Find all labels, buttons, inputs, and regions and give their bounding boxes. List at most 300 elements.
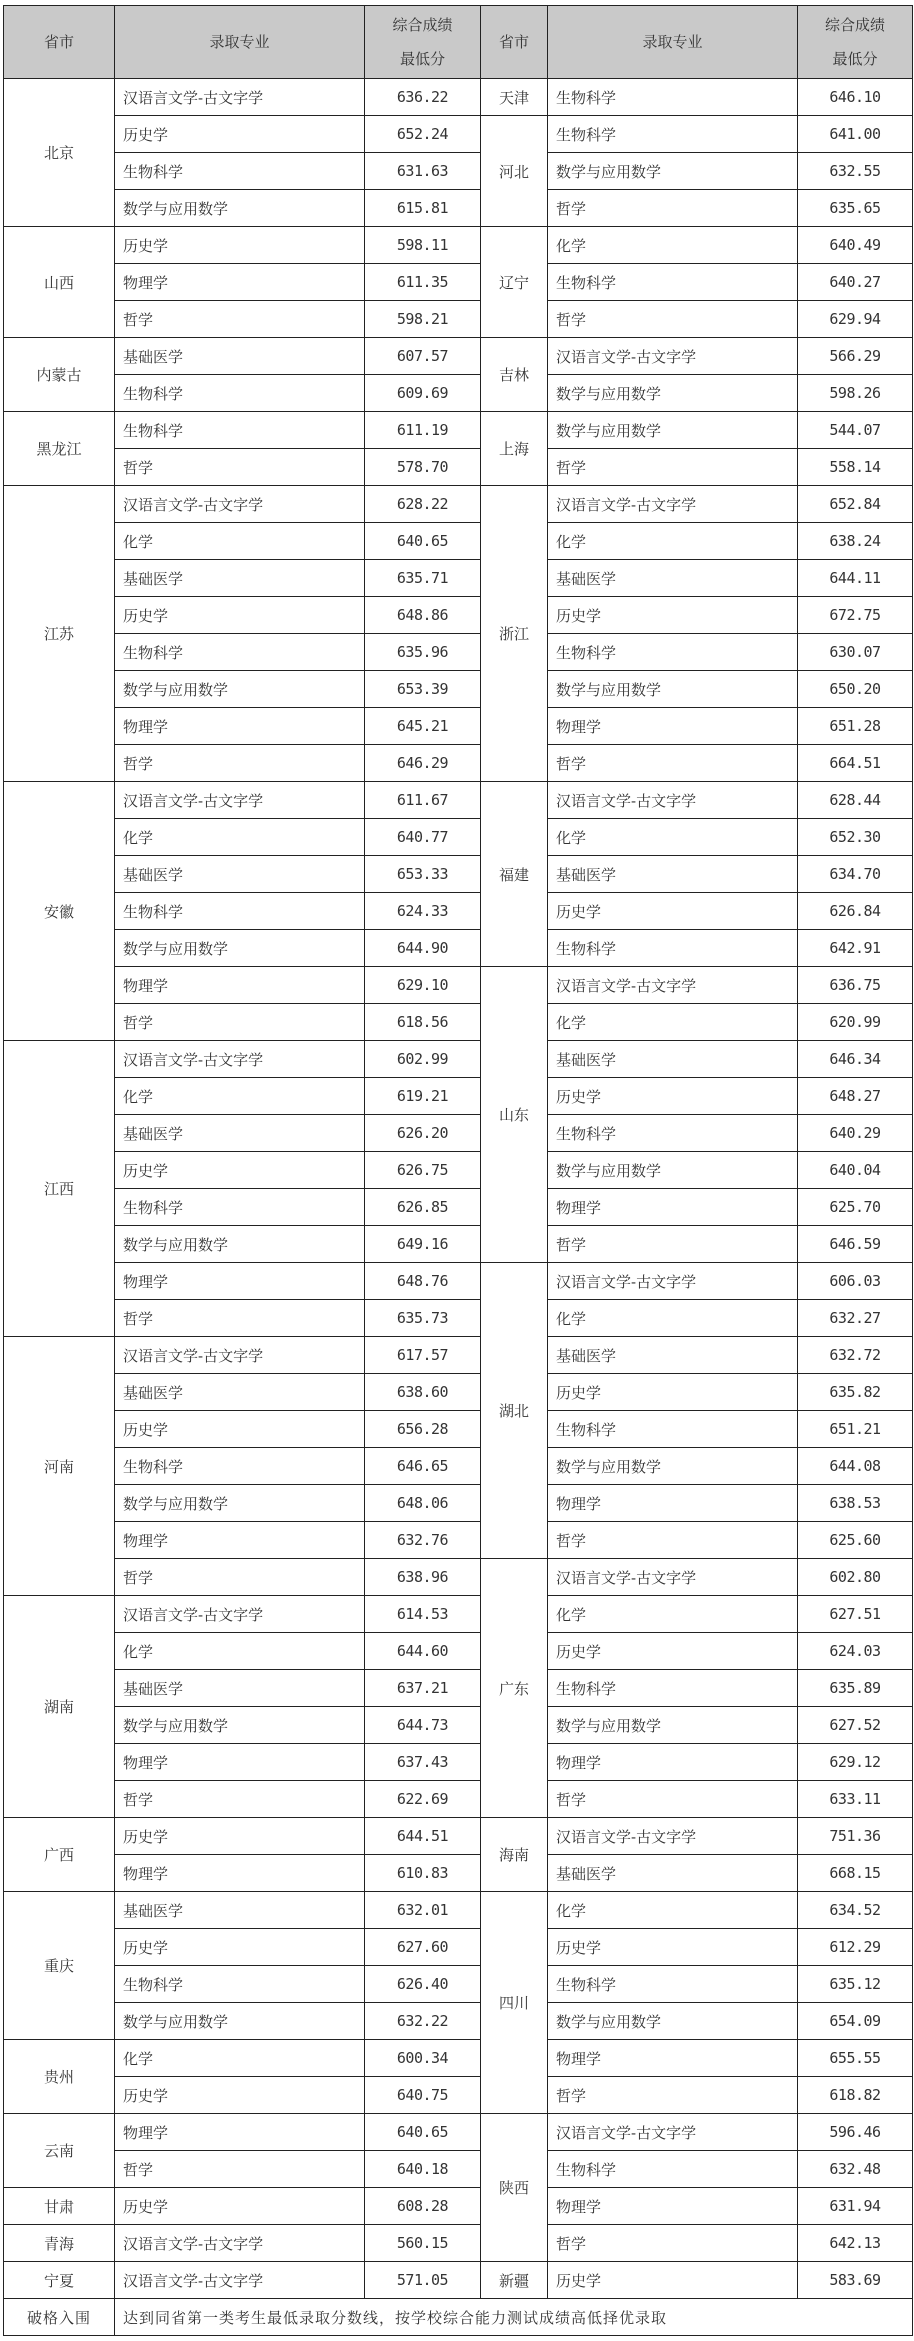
score-cell-right: 612.29 xyxy=(798,1929,913,1966)
score-cell-right: 655.55 xyxy=(798,2040,913,2077)
major-cell-left: 生物科学 xyxy=(115,153,365,190)
table-row xyxy=(4,2003,913,2040)
table-row xyxy=(4,856,913,893)
major-cell-right: 物理学 xyxy=(548,1485,798,1522)
province-cell-right: 湖北 xyxy=(481,1263,548,1559)
major-cell-left: 基础医学 xyxy=(115,1670,365,1707)
major-cell-left: 历史学 xyxy=(115,597,365,634)
province-cell-right: 新疆 xyxy=(481,2262,548,2299)
score-cell-right: 654.09 xyxy=(798,2003,913,2040)
major-cell-right: 数学与应用数学 xyxy=(548,1448,798,1485)
major-cell-right: 生物科学 xyxy=(548,1670,798,1707)
table-row xyxy=(4,560,913,597)
score-cell-left: 635.71 xyxy=(365,560,481,597)
table-row xyxy=(4,634,913,671)
score-cell-left: 624.33 xyxy=(365,893,481,930)
header-score-right xyxy=(798,6,913,79)
table-row xyxy=(4,1448,913,1485)
province-cell-left: 江西 xyxy=(4,1041,115,1337)
province-cell-left: 重庆 xyxy=(4,1892,115,2040)
table-row xyxy=(4,523,913,560)
score-cell-left: 615.81 xyxy=(365,190,481,227)
major-cell-left: 数学与应用数学 xyxy=(115,1707,365,1744)
score-cell-right: 668.15 xyxy=(798,1855,913,1892)
table-row xyxy=(4,227,913,264)
table-row xyxy=(4,2262,913,2299)
major-cell-left: 历史学 xyxy=(115,2077,365,2114)
table-row xyxy=(4,375,913,412)
major-cell-right: 化学 xyxy=(548,1004,798,1041)
table-row xyxy=(4,671,913,708)
major-cell-right: 汉语言文学-古文字学 xyxy=(548,782,798,819)
score-cell-left: 600.34 xyxy=(365,2040,481,2077)
major-cell-left: 哲学 xyxy=(115,1004,365,1041)
score-cell-left: 618.56 xyxy=(365,1004,481,1041)
major-cell-right: 哲学 xyxy=(548,2077,798,2114)
score-cell-right: 652.30 xyxy=(798,819,913,856)
major-cell-left: 化学 xyxy=(115,1633,365,1670)
table-row xyxy=(4,1411,913,1448)
score-cell-right: 644.11 xyxy=(798,560,913,597)
score-cell-left: 611.67 xyxy=(365,782,481,819)
province-cell-right: 福建 xyxy=(481,782,548,967)
province-cell-left: 青海 xyxy=(4,2225,115,2262)
score-cell-right: 632.48 xyxy=(798,2151,913,2188)
score-cell-right: 620.99 xyxy=(798,1004,913,1041)
table-row xyxy=(4,412,913,449)
major-cell-right: 数学与应用数学 xyxy=(548,671,798,708)
score-cell-left: 638.60 xyxy=(365,1374,481,1411)
table-row xyxy=(4,1929,913,1966)
major-cell-left: 数学与应用数学 xyxy=(115,2003,365,2040)
score-cell-left: 629.10 xyxy=(365,967,481,1004)
major-cell-right: 数学与应用数学 xyxy=(548,153,798,190)
header-score-line1: 综合成绩 xyxy=(824,16,885,34)
header-major-left: 录取专业 xyxy=(115,6,365,79)
major-cell-right: 生物科学 xyxy=(548,264,798,301)
table-row xyxy=(4,967,913,1004)
province-cell-left: 黑龙江 xyxy=(4,412,115,486)
score-cell-right: 598.26 xyxy=(798,375,913,412)
score-cell-left: 611.19 xyxy=(365,412,481,449)
major-cell-right: 哲学 xyxy=(548,1522,798,1559)
score-cell-right: 634.70 xyxy=(798,856,913,893)
major-cell-right: 数学与应用数学 xyxy=(548,1707,798,1744)
admission-score-table xyxy=(3,5,913,2336)
table-row xyxy=(4,486,913,523)
major-cell-left: 哲学 xyxy=(115,449,365,486)
table-row xyxy=(4,1596,913,1633)
score-cell-left: 638.96 xyxy=(365,1559,481,1596)
score-cell-right: 625.60 xyxy=(798,1522,913,1559)
major-cell-left: 历史学 xyxy=(115,1818,365,1855)
province-cell-right: 浙江 xyxy=(481,486,548,782)
major-cell-right: 历史学 xyxy=(548,1078,798,1115)
major-cell-right: 化学 xyxy=(548,523,798,560)
table-row xyxy=(4,1818,913,1855)
province-cell-right: 海南 xyxy=(481,1818,548,1892)
major-cell-right: 哲学 xyxy=(548,1781,798,1818)
province-cell-left: 河南 xyxy=(4,1337,115,1596)
score-cell-right: 633.11 xyxy=(798,1781,913,1818)
major-cell-left: 物理学 xyxy=(115,708,365,745)
score-cell-left: 649.16 xyxy=(365,1226,481,1263)
major-cell-left: 数学与应用数学 xyxy=(115,930,365,967)
major-cell-right: 哲学 xyxy=(548,2225,798,2262)
table-row xyxy=(4,1115,913,1152)
major-cell-right: 基础医学 xyxy=(548,856,798,893)
major-cell-left: 生物科学 xyxy=(115,634,365,671)
score-cell-left: 648.06 xyxy=(365,1485,481,1522)
major-cell-left: 历史学 xyxy=(115,116,365,153)
major-cell-left: 基础医学 xyxy=(115,560,365,597)
table-row xyxy=(4,745,913,782)
table-row xyxy=(4,2114,913,2151)
province-cell-left: 甘肃 xyxy=(4,2188,115,2225)
major-cell-left: 生物科学 xyxy=(115,375,365,412)
major-cell-left: 基础医学 xyxy=(115,1374,365,1411)
table-row xyxy=(4,2077,913,2114)
score-cell-left: 653.33 xyxy=(365,856,481,893)
score-cell-right: 631.94 xyxy=(798,2188,913,2225)
score-cell-left: 626.20 xyxy=(365,1115,481,1152)
score-cell-right: 602.80 xyxy=(798,1559,913,1596)
score-cell-left: 608.28 xyxy=(365,2188,481,2225)
score-cell-left: 652.24 xyxy=(365,116,481,153)
province-cell-left: 云南 xyxy=(4,2114,115,2188)
major-cell-right: 生物科学 xyxy=(548,1966,798,2003)
major-cell-left: 生物科学 xyxy=(115,412,365,449)
province-cell-right: 辽宁 xyxy=(481,227,548,338)
major-cell-left: 基础医学 xyxy=(115,1115,365,1152)
score-cell-right: 650.20 xyxy=(798,671,913,708)
score-cell-left: 560.15 xyxy=(365,2225,481,2262)
score-cell-left: 644.73 xyxy=(365,1707,481,1744)
major-cell-right: 哲学 xyxy=(548,190,798,227)
major-cell-right: 历史学 xyxy=(548,597,798,634)
score-cell-right: 640.27 xyxy=(798,264,913,301)
table-row xyxy=(4,1966,913,2003)
score-cell-right: 672.75 xyxy=(798,597,913,634)
table-row xyxy=(4,2040,913,2077)
major-cell-left: 物理学 xyxy=(115,1744,365,1781)
major-cell-right: 生物科学 xyxy=(548,930,798,967)
table-row xyxy=(4,1855,913,1892)
header-score-left xyxy=(365,6,481,79)
score-cell-left: 644.51 xyxy=(365,1818,481,1855)
major-cell-left: 哲学 xyxy=(115,1559,365,1596)
score-cell-left: 628.22 xyxy=(365,486,481,523)
score-cell-left: 635.96 xyxy=(365,634,481,671)
score-cell-left: 645.21 xyxy=(365,708,481,745)
province-cell-right: 上海 xyxy=(481,412,548,486)
score-cell-right: 606.03 xyxy=(798,1263,913,1300)
major-cell-right: 基础医学 xyxy=(548,1337,798,1374)
major-cell-right: 生物科学 xyxy=(548,1115,798,1152)
score-cell-right: 636.75 xyxy=(798,967,913,1004)
major-cell-left: 历史学 xyxy=(115,2188,365,2225)
major-cell-right: 历史学 xyxy=(548,893,798,930)
major-cell-right: 化学 xyxy=(548,227,798,264)
table-row xyxy=(4,190,913,227)
table-row xyxy=(4,1374,913,1411)
score-cell-right: 558.14 xyxy=(798,449,913,486)
province-cell-left: 江苏 xyxy=(4,486,115,782)
province-cell-left: 广西 xyxy=(4,1818,115,1892)
province-cell-right: 广东 xyxy=(481,1559,548,1818)
major-cell-left: 物理学 xyxy=(115,1522,365,1559)
score-cell-right: 640.04 xyxy=(798,1152,913,1189)
major-cell-right: 汉语言文学-古文字学 xyxy=(548,967,798,1004)
score-cell-right: 641.00 xyxy=(798,116,913,153)
score-cell-left: 640.75 xyxy=(365,2077,481,2114)
major-cell-right: 历史学 xyxy=(548,1929,798,1966)
score-cell-right: 634.52 xyxy=(798,1892,913,1929)
major-cell-left: 汉语言文学-古文字学 xyxy=(115,1596,365,1633)
province-cell-left: 内蒙古 xyxy=(4,338,115,412)
score-cell-left: 598.21 xyxy=(365,301,481,338)
major-cell-right: 基础医学 xyxy=(548,560,798,597)
major-cell-right: 物理学 xyxy=(548,1744,798,1781)
major-cell-right: 数学与应用数学 xyxy=(548,412,798,449)
score-cell-right: 544.07 xyxy=(798,412,913,449)
score-cell-left: 644.60 xyxy=(365,1633,481,1670)
major-cell-left: 化学 xyxy=(115,819,365,856)
major-cell-left: 数学与应用数学 xyxy=(115,671,365,708)
major-cell-right: 物理学 xyxy=(548,708,798,745)
major-cell-left: 汉语言文学-古文字学 xyxy=(115,79,365,116)
major-cell-right: 汉语言文学-古文字学 xyxy=(548,1818,798,1855)
score-cell-left: 648.86 xyxy=(365,597,481,634)
score-cell-left: 653.39 xyxy=(365,671,481,708)
score-cell-left: 656.28 xyxy=(365,1411,481,1448)
footer-text: 达到同省第一类考生最低录取分数线，按学校综合能力测试成绩高低择优录取 xyxy=(115,2299,913,2336)
major-cell-left: 物理学 xyxy=(115,264,365,301)
major-cell-left: 物理学 xyxy=(115,2114,365,2151)
score-cell-right: 638.24 xyxy=(798,523,913,560)
major-cell-left: 物理学 xyxy=(115,1855,365,1892)
major-cell-right: 生物科学 xyxy=(548,1411,798,1448)
table-row xyxy=(4,116,913,153)
table-row xyxy=(4,79,913,116)
major-cell-left: 哲学 xyxy=(115,301,365,338)
score-cell-left: 640.65 xyxy=(365,523,481,560)
major-cell-left: 基础医学 xyxy=(115,1892,365,1929)
score-cell-left: 636.22 xyxy=(365,79,481,116)
score-cell-left: 644.90 xyxy=(365,930,481,967)
table-row xyxy=(4,1485,913,1522)
major-cell-left: 生物科学 xyxy=(115,1966,365,2003)
table-row xyxy=(4,1337,913,1374)
score-cell-left: 627.60 xyxy=(365,1929,481,1966)
province-cell-left: 安徽 xyxy=(4,782,115,1041)
header-province-left: 省市 xyxy=(4,6,115,79)
score-cell-right: 640.49 xyxy=(798,227,913,264)
score-cell-right: 629.94 xyxy=(798,301,913,338)
major-cell-left: 汉语言文学-古文字学 xyxy=(115,782,365,819)
score-cell-right: 751.36 xyxy=(798,1818,913,1855)
score-cell-right: 646.10 xyxy=(798,79,913,116)
major-cell-left: 化学 xyxy=(115,1078,365,1115)
major-cell-left: 数学与应用数学 xyxy=(115,1485,365,1522)
header-province-right: 省市 xyxy=(481,6,548,79)
score-cell-right: 618.82 xyxy=(798,2077,913,2114)
score-cell-left: 646.65 xyxy=(365,1448,481,1485)
score-cell-left: 619.21 xyxy=(365,1078,481,1115)
province-cell-left: 湖南 xyxy=(4,1596,115,1818)
table-row xyxy=(4,264,913,301)
table-row xyxy=(4,2188,913,2225)
score-cell-left: 609.69 xyxy=(365,375,481,412)
major-cell-right: 汉语言文学-古文字学 xyxy=(548,486,798,523)
major-cell-right: 化学 xyxy=(548,1892,798,1929)
score-cell-right: 632.27 xyxy=(798,1300,913,1337)
score-cell-right: 624.03 xyxy=(798,1633,913,1670)
table-row xyxy=(4,1559,913,1596)
score-cell-left: 622.69 xyxy=(365,1781,481,1818)
score-cell-left: 614.53 xyxy=(365,1596,481,1633)
footer-label: 破格入围 xyxy=(4,2299,115,2336)
score-cell-right: 635.89 xyxy=(798,1670,913,1707)
score-cell-left: 607.57 xyxy=(365,338,481,375)
major-cell-left: 物理学 xyxy=(115,1263,365,1300)
score-cell-left: 640.77 xyxy=(365,819,481,856)
score-cell-right: 635.82 xyxy=(798,1374,913,1411)
table-row xyxy=(4,1078,913,1115)
header-major-right: 录取专业 xyxy=(548,6,798,79)
table-row xyxy=(4,1892,913,1929)
major-cell-right: 汉语言文学-古文字学 xyxy=(548,2114,798,2151)
score-cell-left: 571.05 xyxy=(365,2262,481,2299)
table-row xyxy=(4,1744,913,1781)
major-cell-right: 哲学 xyxy=(548,449,798,486)
major-cell-left: 生物科学 xyxy=(115,893,365,930)
score-cell-right: 648.27 xyxy=(798,1078,913,1115)
table-row xyxy=(4,2225,913,2262)
score-cell-right: 651.21 xyxy=(798,1411,913,1448)
score-cell-right: 596.46 xyxy=(798,2114,913,2151)
table-row xyxy=(4,338,913,375)
score-cell-left: 632.76 xyxy=(365,1522,481,1559)
major-cell-right: 化学 xyxy=(548,1300,798,1337)
table-row xyxy=(4,819,913,856)
major-cell-left: 哲学 xyxy=(115,1781,365,1818)
major-cell-left: 物理学 xyxy=(115,967,365,1004)
score-cell-right: 566.29 xyxy=(798,338,913,375)
major-cell-right: 化学 xyxy=(548,1596,798,1633)
score-cell-right: 646.34 xyxy=(798,1041,913,1078)
table-row xyxy=(4,1522,913,1559)
major-cell-right: 汉语言文学-古文字学 xyxy=(548,1263,798,1300)
province-cell-right: 陕西 xyxy=(481,2114,548,2262)
table-row xyxy=(4,708,913,745)
score-cell-left: 632.01 xyxy=(365,1892,481,1929)
major-cell-right: 历史学 xyxy=(548,1374,798,1411)
score-cell-left: 640.18 xyxy=(365,2151,481,2188)
score-cell-right: 630.07 xyxy=(798,634,913,671)
major-cell-right: 哲学 xyxy=(548,301,798,338)
score-cell-left: 598.11 xyxy=(365,227,481,264)
table-row xyxy=(4,930,913,967)
score-cell-right: 644.08 xyxy=(798,1448,913,1485)
major-cell-left: 化学 xyxy=(115,523,365,560)
major-cell-right: 生物科学 xyxy=(548,634,798,671)
score-cell-left: 648.76 xyxy=(365,1263,481,1300)
score-cell-left: 640.65 xyxy=(365,2114,481,2151)
table-row xyxy=(4,782,913,819)
score-cell-left: 602.99 xyxy=(365,1041,481,1078)
table-row xyxy=(4,1152,913,1189)
table-row xyxy=(4,1041,913,1078)
major-cell-right: 汉语言文学-古文字学 xyxy=(548,1559,798,1596)
score-cell-right: 583.69 xyxy=(798,2262,913,2299)
score-cell-right: 625.70 xyxy=(798,1189,913,1226)
major-cell-right: 基础医学 xyxy=(548,1855,798,1892)
major-cell-left: 哲学 xyxy=(115,745,365,782)
major-cell-right: 数学与应用数学 xyxy=(548,1152,798,1189)
score-cell-right: 664.51 xyxy=(798,745,913,782)
score-cell-left: 637.43 xyxy=(365,1744,481,1781)
major-cell-left: 历史学 xyxy=(115,1411,365,1448)
header-score-line1: 综合成绩 xyxy=(392,16,453,34)
header-score-line2: 最低分 xyxy=(399,50,445,68)
major-cell-right: 生物科学 xyxy=(548,116,798,153)
major-cell-right: 哲学 xyxy=(548,745,798,782)
major-cell-left: 汉语言文学-古文字学 xyxy=(115,1337,365,1374)
major-cell-right: 历史学 xyxy=(548,1633,798,1670)
table-row xyxy=(4,1263,913,1300)
score-cell-left: 631.63 xyxy=(365,153,481,190)
major-cell-right: 物理学 xyxy=(548,2188,798,2225)
table-row xyxy=(4,153,913,190)
score-cell-right: 642.91 xyxy=(798,930,913,967)
major-cell-right: 历史学 xyxy=(548,2262,798,2299)
table-row xyxy=(4,1633,913,1670)
major-cell-left: 历史学 xyxy=(115,1929,365,1966)
table-header xyxy=(4,6,913,79)
header-score-line2: 最低分 xyxy=(832,50,878,68)
table-row xyxy=(4,1004,913,1041)
major-cell-right: 数学与应用数学 xyxy=(548,2003,798,2040)
table-body xyxy=(4,79,913,2299)
score-cell-right: 635.12 xyxy=(798,1966,913,2003)
major-cell-right: 数学与应用数学 xyxy=(548,375,798,412)
score-cell-left: 578.70 xyxy=(365,449,481,486)
score-cell-left: 626.85 xyxy=(365,1189,481,1226)
table-row xyxy=(4,301,913,338)
score-cell-left: 635.73 xyxy=(365,1300,481,1337)
major-cell-right: 哲学 xyxy=(548,1226,798,1263)
province-cell-left: 贵州 xyxy=(4,2040,115,2114)
province-cell-left: 北京 xyxy=(4,79,115,227)
score-cell-left: 646.29 xyxy=(365,745,481,782)
major-cell-left: 汉语言文学-古文字学 xyxy=(115,2225,365,2262)
table-row xyxy=(4,1300,913,1337)
major-cell-left: 化学 xyxy=(115,2040,365,2077)
score-cell-right: 627.52 xyxy=(798,1707,913,1744)
major-cell-left: 数学与应用数学 xyxy=(115,1226,365,1263)
table-row xyxy=(4,449,913,486)
score-cell-right: 651.28 xyxy=(798,708,913,745)
score-cell-right: 652.84 xyxy=(798,486,913,523)
score-cell-left: 617.57 xyxy=(365,1337,481,1374)
score-cell-left: 611.35 xyxy=(365,264,481,301)
score-cell-right: 628.44 xyxy=(798,782,913,819)
major-cell-left: 汉语言文学-古文字学 xyxy=(115,2262,365,2299)
major-cell-left: 汉语言文学-古文字学 xyxy=(115,1041,365,1078)
table-row xyxy=(4,1189,913,1226)
score-cell-right: 629.12 xyxy=(798,1744,913,1781)
